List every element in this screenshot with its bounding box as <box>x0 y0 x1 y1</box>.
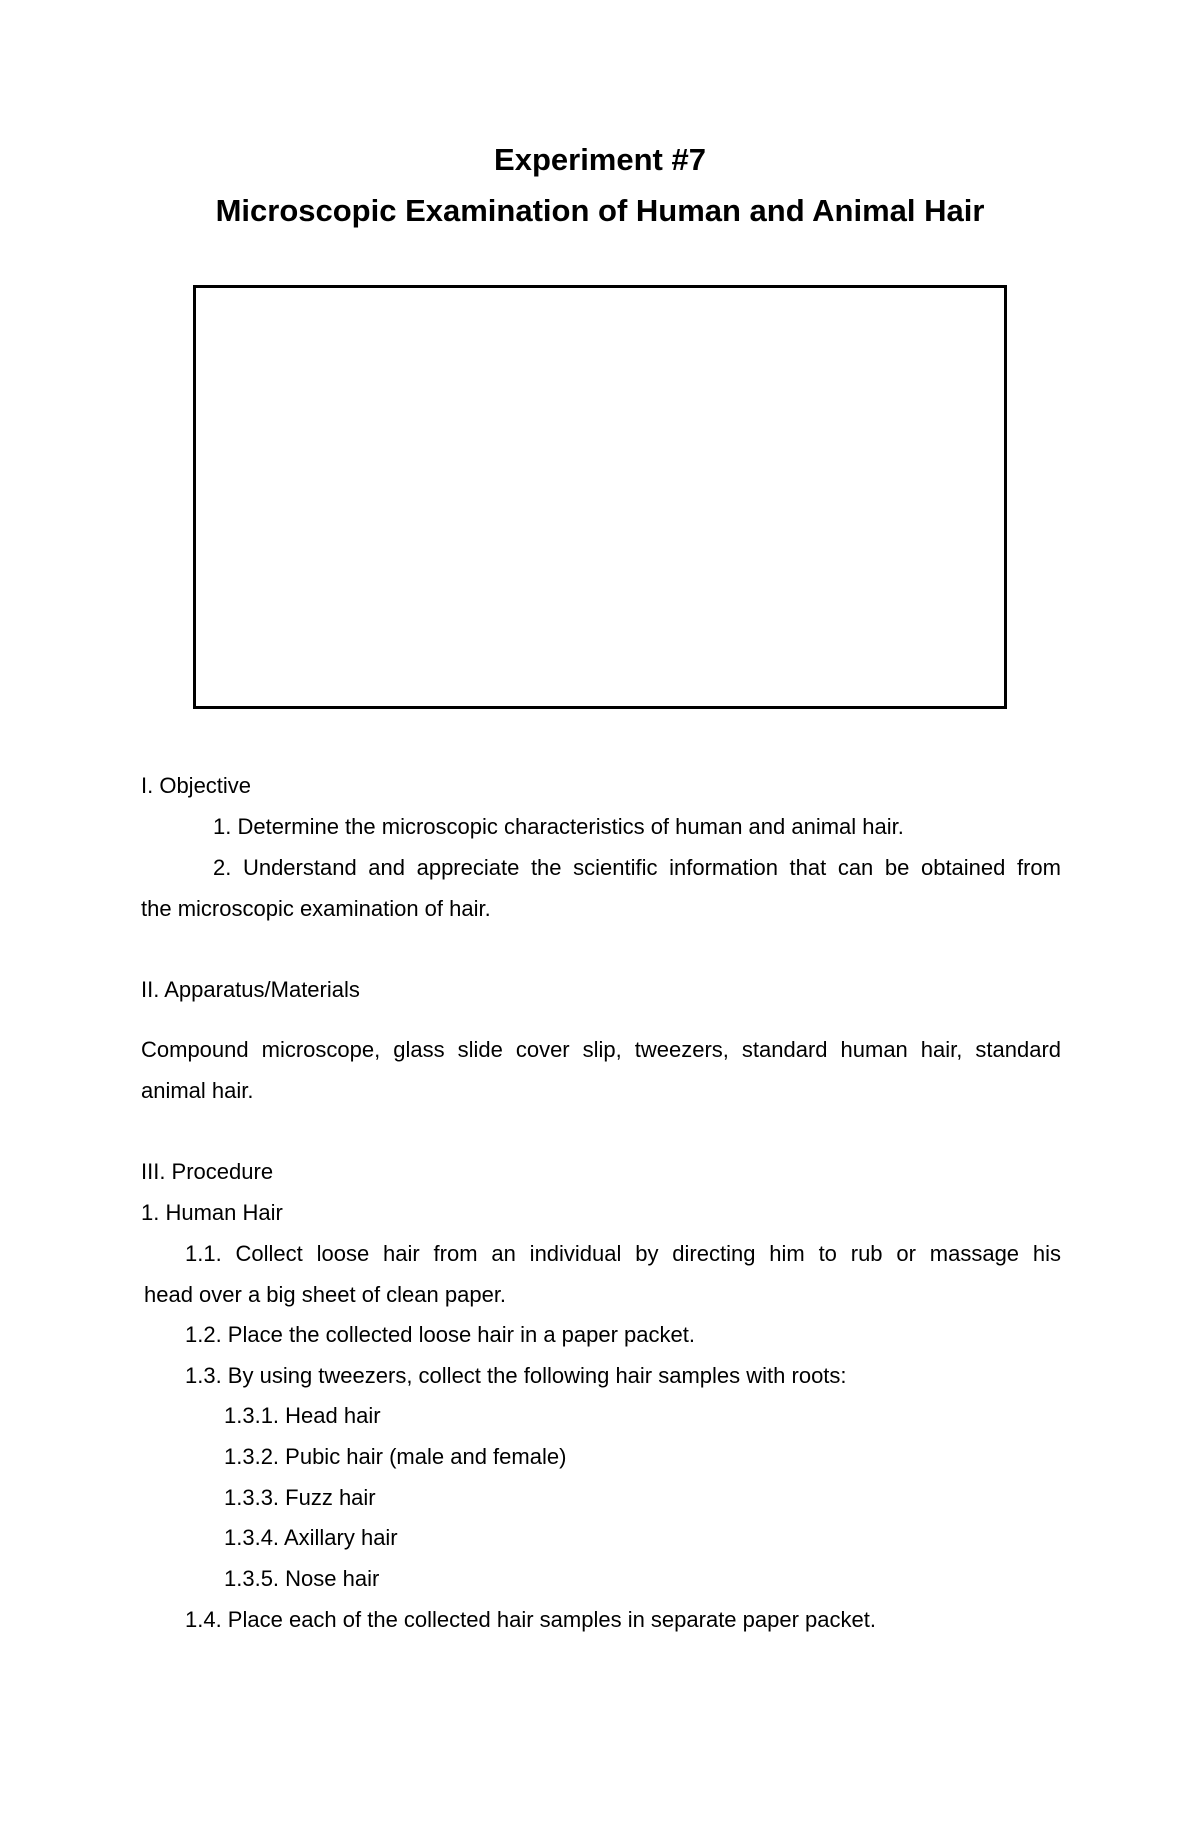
experiment-subtitle: Microscopic Examination of Human and Animal Hair <box>215 193 985 228</box>
procedure-step-1-2: 1.2. Place the collected loose hair in a paper packet. <box>185 1322 695 1347</box>
experiment-title: Experiment #7 <box>494 142 706 177</box>
procedure-human-hair-heading: 1. Human Hair <box>141 1200 283 1225</box>
objective-item-2-continued: the microscopic examination of hair. <box>141 896 491 921</box>
apparatus-heading: II. Apparatus/Materials <box>141 977 360 1002</box>
sample-item: 1.3.3. Fuzz hair <box>224 1485 376 1510</box>
procedure-heading: III. Procedure <box>141 1159 274 1184</box>
sample-item: 1.3.2. Pubic hair (male and female) <box>224 1444 567 1469</box>
procedure-step-1-1-continued: head over a big sheet of clean paper. <box>144 1282 507 1307</box>
sample-item: 1.3.4. Axillary hair <box>224 1525 398 1550</box>
sample-item: 1.3.1. Head hair <box>224 1403 381 1428</box>
apparatus-line-2: animal hair. <box>141 1078 254 1103</box>
procedure-step-1-4: 1.4. Place each of the collected hair samples in separate paper packet. <box>185 1607 876 1632</box>
sample-item: 1.3.5. Nose hair <box>224 1566 380 1591</box>
apparatus-line-1: Compound microscope, glass slide cover slip, tweezers, standard human hair, standard <box>141 1037 1061 1062</box>
procedure-step-1-3: 1.3. By using tweezers, collect the following hair samples with roots: <box>185 1363 847 1388</box>
objective-item-1: 1. Determine the microscopic characteristics of human and animal hair. <box>213 814 904 839</box>
objective-item-2: 2. Understand and appreciate the scientific information that can be obtained from <box>213 855 1061 880</box>
image-placeholder-frame <box>193 285 1007 709</box>
procedure-step-1-1: 1.1. Collect loose hair from an individual by directing him to rub or massage his <box>185 1241 1061 1266</box>
objective-heading: I. Objective <box>141 773 252 798</box>
